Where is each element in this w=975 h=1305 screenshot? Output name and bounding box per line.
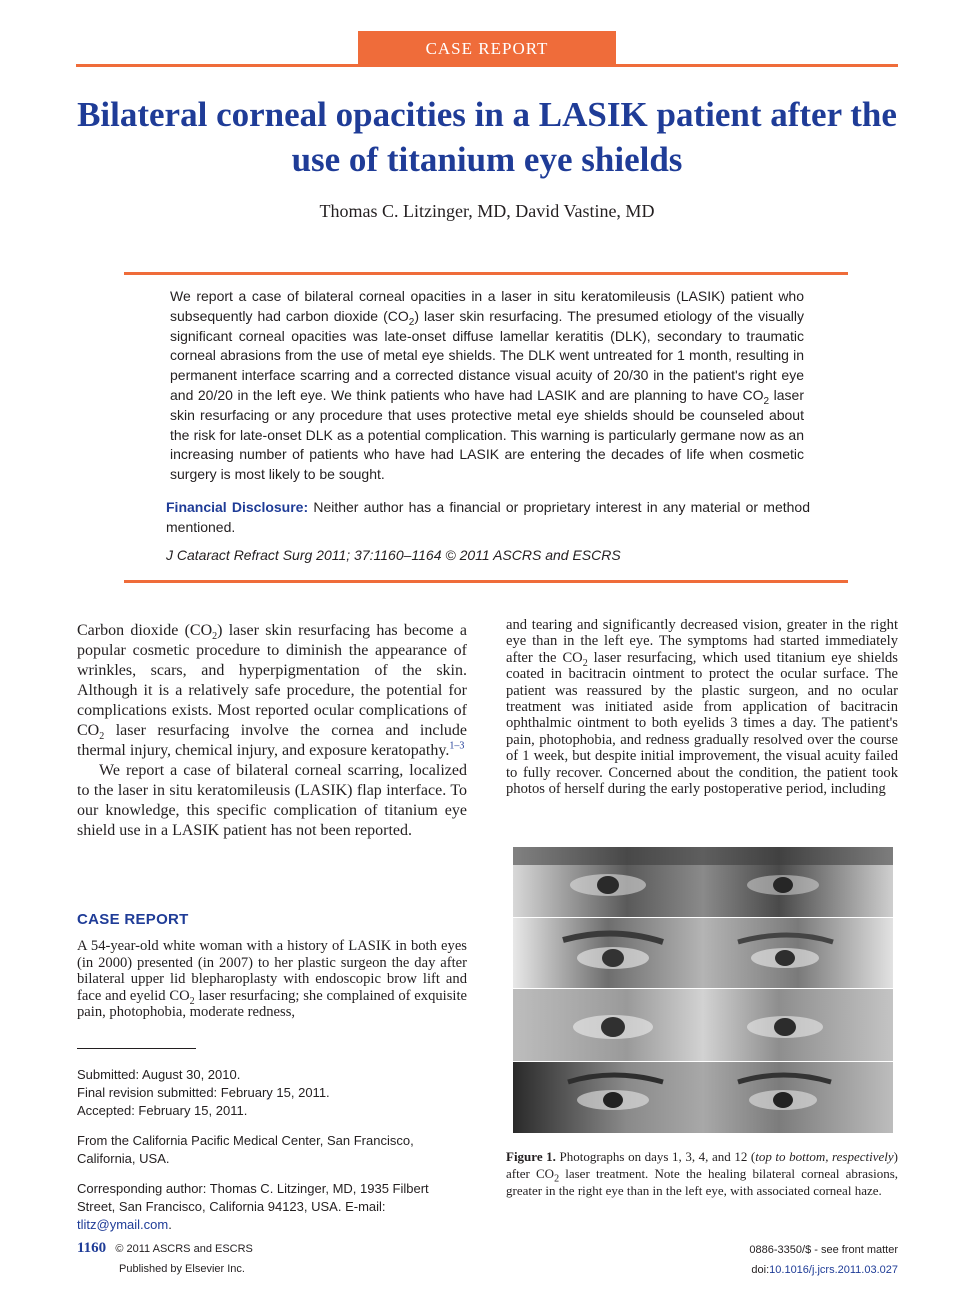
intro-paragraph: Carbon dioxide $(CO_2)$ laser skin resurfacing has become a popular cosmetic procedure to diminish the appearance of wrinkles, scars, and hyperpigmentation of the skin. Although it is a relatively safe procedure, the potential for complications exists. Most reported ocular complications of $CO_2$ laser resurfacing involve the cornea and include thermal injury, chemical injury, and exposure keratopathy.$^{1-3}$	[77, 622, 467, 759]
figure-label: Figure 1.	[506, 1149, 556, 1164]
photo-day-1	[513, 847, 893, 917]
photo-day-4	[513, 989, 893, 1061]
publisher: Published by Elsevier Inc.	[119, 1263, 245, 1275]
photo-day-12	[513, 1062, 893, 1133]
footnote-rule	[77, 1048, 196, 1049]
abstract-bottom-rule	[124, 580, 848, 583]
page-number: 1160	[77, 1240, 107, 1256]
photo-day-3	[513, 918, 893, 988]
section-heading: CASE REPORT	[77, 911, 189, 928]
article-authors: Thomas C. Litzinger, MD, David Vastine, MD	[319, 201, 655, 221]
intro-paragraph: We report a case of bilateral corneal scarring, localized to the laser in situ keratomileusis (LASIK) flap interface. To our knowledge, this specific complication of titanium eye shield use in a LASIK patient has not been reported.	[77, 762, 467, 839]
journal-citation: J Cataract Refract Surg 2011; 37:1160–1164 © 2011 ASCRS and ESCRS	[166, 547, 621, 563]
footer-left	[77, 1238, 253, 1279]
copyright: © 2011 ASCRS and ESCRS	[115, 1243, 253, 1255]
corresponding-author: Corresponding author: Thomas C. Litzinger, MD, 1935 Filbert Street, San Francisco, California 94123, USA. E-mail: tlitz@ymail.com.	[77, 1181, 429, 1232]
abstract-top-rule	[124, 272, 848, 275]
email-link[interactable]: tlitz@ymail.com	[77, 1217, 169, 1232]
footer-right: 0886-3350/$ - see front matter doi:10.1016/j.jcrs.2011.03.027	[620, 1240, 898, 1280]
case-report-continued: and tearing and significantly decreased vision, greater in the right eye than in the left eye. The symptoms had started immediately after the $CO_2$ laser resurfacing, which used titanium eye shields coated in bacitracin ointment to protect the ocular surface. The patient was reassured by the plastic surgeon, and no ocular treatment was initiated aside from application of bacitracin ophthalmic ointment to both eyelids 3 times a day. The patient's pain, photophobia, and redness gradually resolved over the course of 1 week, but despite initial improvement, the visual acuity failed to fully recover. Concerned about the condition, the patient took photos of herself during the early postoperative period, including	[506, 617, 898, 798]
submission-dates: Submitted: August 30, 2010. Final revision submitted: February 15, 2011. Accepted: February 15, 2011.	[77, 1067, 330, 1118]
case-report-text: A 54-year-old white woman with a history of LASIK in both eyes (in 2000) presented (in 2007) to her plastic surgeon the day after bilateral upper lid blepharoplasty with endoscopic brow lift and face and eyelid $CO_2$ laser resurfacing; she complained of exquisite pain, photophobia, moderate redness,	[77, 938, 467, 1021]
doi-link[interactable]: 10.1016/j.jcrs.2011.03.027	[769, 1264, 898, 1276]
financial-disclosure: Financial Disclosure: Neither author has a financial or proprietary interest in any material or method mentioned.	[166, 499, 810, 535]
reference-link[interactable]: 1–3	[449, 740, 465, 752]
figure-1-photos	[513, 847, 893, 1133]
abstract: We report a case of bilateral corneal opacities in a laser in situ keratomileusis (LASIK) patient who subsequently had carbon dioxide $(CO_2)$ laser skin resurfacing. The presumed etiology of the visually significant corneal opacities was late-onset diffuse lamellar keratitis (DLK), secondary to traumatic corneal abrasions from the use of metal eye shields. The DLK went untreated for 1 month, resulting in permanent interface scarring and a corrected distance visual acuity of 20/30 in the patient's right eye and 20/20 in the left eye. We think patients who have had LASIK and are planning to have $CO_2$ laser skin resurfacing or any procedure that uses protective metal eye shields should be counseled about the risk for late-onset DLK as a potential complication. This warning is particularly germane now as an increasing number of patients who have had LASIK are entering the decades of life when cosmetic surgery is most likely to be sought.	[170, 288, 804, 483]
issn: 0886-3350/$ - see front matter	[749, 1244, 898, 1256]
header-rule	[76, 64, 898, 67]
section-tag: CASE REPORT	[358, 31, 616, 64]
article-title: Bilateral corneal opacities in a LASIK patient after the use of titanium eye shields	[77, 95, 897, 179]
figure-caption: Figure 1. Photographs on days 1, 3, 4, and 12 (top to bottom, respectively) after $CO_2$ laser treatment. Note the healing bilateral corneal abrasions, greater in the right eye than in the left eye, with associated corneal haze.	[506, 1149, 898, 1198]
disclosure-label: Financial Disclosure:	[166, 499, 309, 515]
affiliation: From the California Pacific Medical Center, San Francisco, California, USA.	[77, 1133, 414, 1166]
intro-text	[77, 621, 467, 841]
